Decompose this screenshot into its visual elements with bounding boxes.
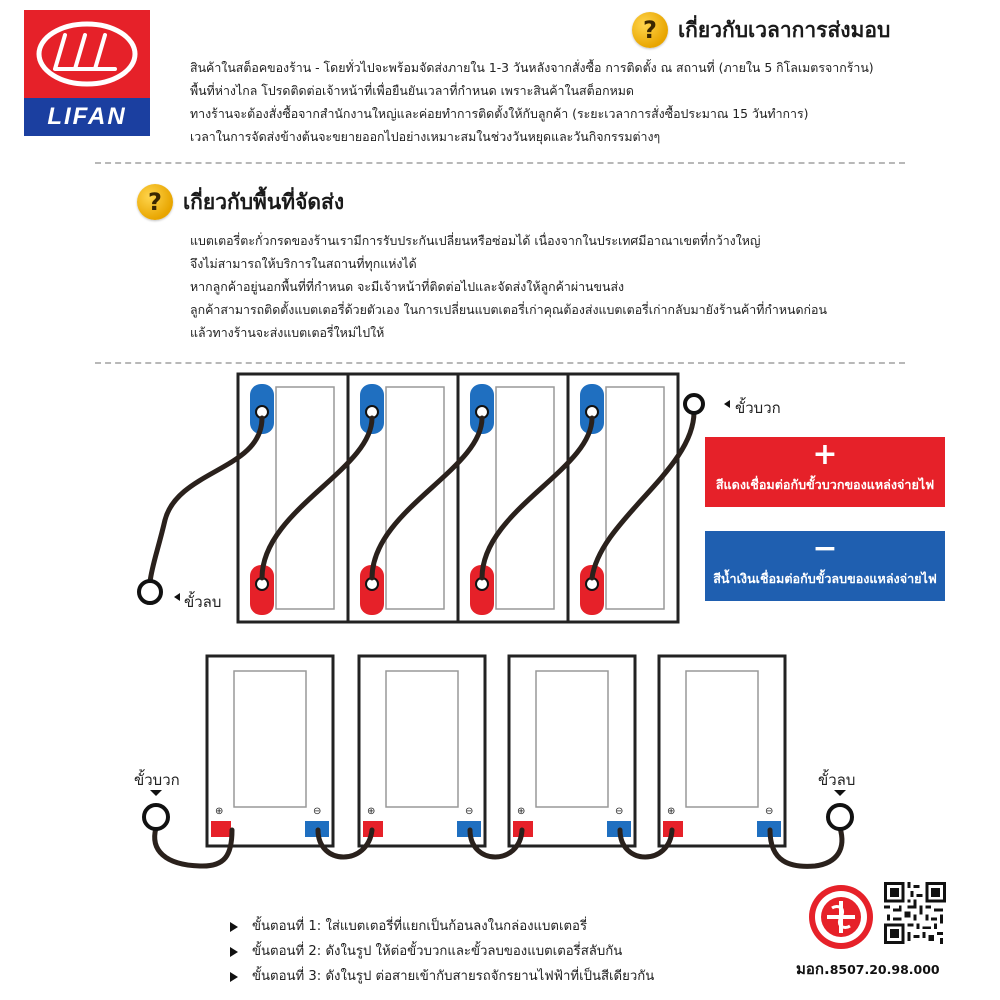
step-item <box>230 964 654 989</box>
bottom-battery <box>207 656 333 846</box>
step-text: ขั้นตอนที่ 3: ดังในรูป ต่อสายเข้ากับสายรถจักรยานไฟฟ้าที่เป็นสีเดียวกัน <box>252 969 655 984</box>
plus-icon: + <box>812 437 838 472</box>
positive-terminal <box>211 821 231 837</box>
shipping-line: หากลูกค้าอยู่นอกพื้นที่ที่กำหนด จะมีเจ้าหน้าที่ติดต่อไปและจัดส่งให้ลูกค้าผ่านขนส่ง <box>190 279 625 294</box>
lifan-emblem-icon <box>35 19 139 89</box>
minus-mark: ⊖ <box>465 806 474 817</box>
logo-wordmark: LIFAN <box>24 98 150 136</box>
top-negative-label: ขั้วลบ <box>184 593 222 611</box>
bottom-battery-row <box>207 656 785 846</box>
shipping-line: จึงไม่สามารถให้บริการในสถานที่ทุกแห่งได้ <box>190 256 417 271</box>
qr-code-icon <box>884 882 946 944</box>
shipping-line: แบตเตอรี่ตะกั่วกรดของร้านเรามีการรับประกันเปลี่ยนหรือซ่อมได้ เนื่องจากในประเทศมีอาณาเขตที่กว้างใหญ่ <box>190 233 761 248</box>
tisi-certification-icon <box>806 882 876 952</box>
triangle-bullet-icon <box>230 972 238 982</box>
triangle-bullet-icon <box>230 922 238 932</box>
top-battery <box>458 374 568 622</box>
positive-info-text: สีแดงเชื่อมต่อกับขั้วบวกของแหล่งจ่ายไฟ <box>715 477 935 492</box>
delivery-title: เกี่ยวกับเวลาการส่งมอบ <box>678 17 891 42</box>
step-text: ขั้นตอนที่ 2: ดังในรูป ให้ต่อขั้วบวกและขั้วลบของแบตเตอรี่สลับกัน <box>252 944 623 959</box>
tisi-number: 8507.20.98.000 <box>829 962 940 977</box>
bottom-negative-ring <box>828 805 852 829</box>
negative-info-box <box>705 531 945 601</box>
minus-mark: ⊖ <box>765 806 774 817</box>
step-item <box>230 939 654 964</box>
top-positive-ring <box>685 395 703 413</box>
top-battery-row <box>238 374 678 622</box>
section-divider <box>95 162 905 164</box>
plus-mark: ⊕ <box>215 806 224 817</box>
top-battery <box>348 374 458 622</box>
triangle-bullet-icon <box>230 947 238 957</box>
bottom-battery <box>359 656 485 846</box>
minus-mark: ⊖ <box>313 806 322 817</box>
pointer-icon <box>724 400 730 408</box>
top-battery <box>238 374 348 622</box>
minus-mark: ⊖ <box>615 806 624 817</box>
question-icon: ? <box>632 12 668 48</box>
shipping-line: แล้วทางร้านจะส่งแบตเตอรี่ใหม่ไปให้ <box>190 325 385 340</box>
top-battery <box>568 374 678 622</box>
plus-mark: ⊕ <box>667 806 676 817</box>
plus-mark: ⊕ <box>367 806 376 817</box>
tisi-prefix: มอก. <box>796 960 830 978</box>
bottom-battery <box>659 656 785 846</box>
shipping-text <box>190 229 827 344</box>
installation-steps <box>230 914 654 989</box>
bottom-battery <box>509 656 635 846</box>
negative-info-text: สีน้ำเงินเชื่อมต่อกับขั้วลบของแหล่งจ่ายไฟ <box>713 571 937 586</box>
bottom-positive-ring <box>144 805 168 829</box>
pointer-icon <box>174 593 180 601</box>
step-text: ขั้นตอนที่ 1: ใส่แบตเตอรี่ที่แยกเป็นก้อนลงในกล่องแบตเตอรี่ <box>252 919 588 934</box>
shipping-header <box>137 184 344 220</box>
delivery-text <box>190 56 874 148</box>
logo-emblem <box>24 10 150 98</box>
top-positive-label: ขั้วบวก <box>735 399 781 417</box>
delivery-line: สินค้าในสต็อคของร้าน - โดยทั่วไปจะพร้อมจัดส่งภายใน 1-3 วันหลังจากสั่งซื้อ การติดตั้ง ณ สถานที่ (ภายใน 5 กิโลเมตรจากร้าน) <box>190 60 874 75</box>
question-icon: ? <box>137 184 173 220</box>
tisi-standard-number <box>796 957 940 981</box>
bottom-positive-label: ขั้วบวก <box>134 771 180 789</box>
delivery-header <box>632 12 890 48</box>
delivery-line: ทางร้านจะต้องสั่งซื้อจากสำนักงานใหญ่และค่อยทำการติดตั้งให้กับลูกค้า (ระยะเวลาการสั่งซื้อประมาณ 15 วันทำการ) <box>190 106 809 121</box>
lifan-logo <box>24 10 150 136</box>
top-negative-ring <box>139 581 161 603</box>
delivery-line: พื้นที่ห่างไกล โปรดติดต่อเจ้าหน้าที่เพื่อยืนยันเวลาที่กำหนด เพราะสินค้าในสต็อกหมด <box>190 83 634 98</box>
positive-info-box <box>705 437 945 507</box>
step-item <box>230 914 654 939</box>
shipping-line: ลูกค้าสามารถติดตั้งแบตเตอรี่ด้วยตัวเอง ในการเปลี่ยนแบตเตอรี่เก่าคุณต้องส่งแบตเตอรี่เก่ากลับมายังร้านค้าที่กำหนดก่อน <box>190 302 827 317</box>
shipping-title: เกี่ยวกับพื้นที่จัดส่ง <box>183 189 345 214</box>
bottom-negative-label: ขั้วลบ <box>818 771 856 789</box>
plus-mark: ⊕ <box>517 806 526 817</box>
delivery-line: เวลาในการจัดส่งข้างต้นจะขยายออกไปอย่างเหมาะสมในช่วงวันหยุดและวันกิจกรรมต่างๆ <box>190 129 661 144</box>
minus-icon: − <box>812 531 838 566</box>
section-divider <box>95 362 905 364</box>
